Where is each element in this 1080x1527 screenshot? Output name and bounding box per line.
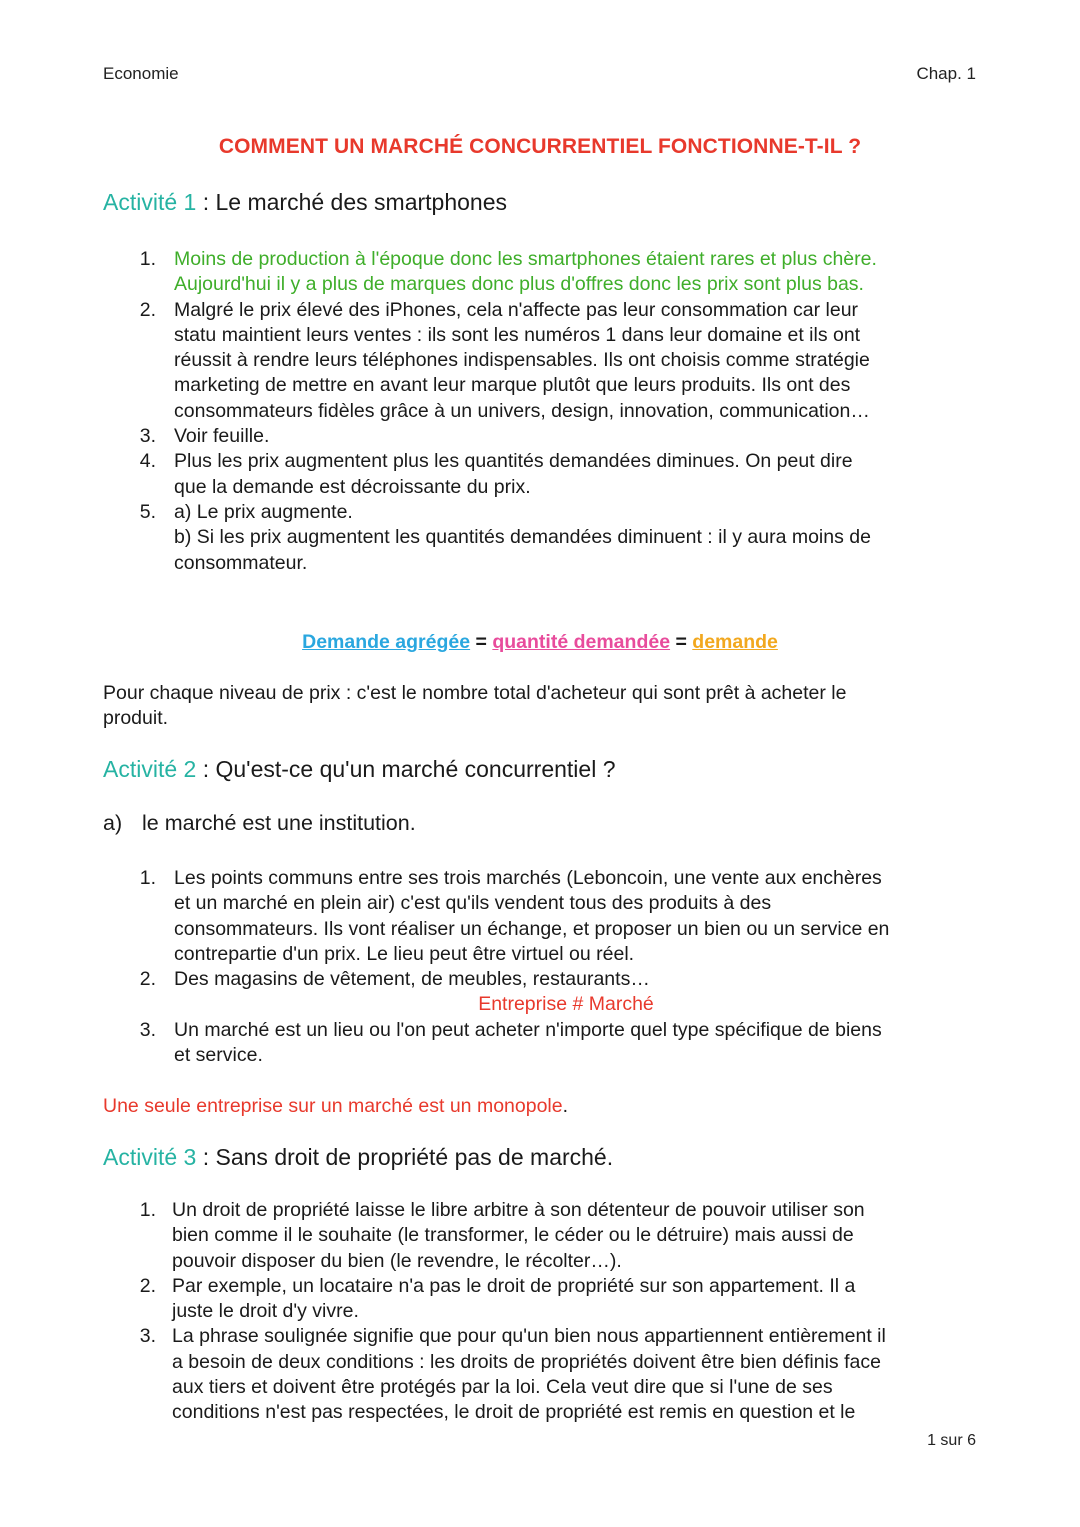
definition-term-quantity-demanded: quantité demandée bbox=[492, 631, 671, 653]
item-line: Par exemple, un locataire n'a pas le droit de propriété sur son appartement. Il a bbox=[172, 1274, 856, 1297]
item-line: juste le droit d'y vivre. bbox=[172, 1300, 359, 1323]
equals-sign: = bbox=[670, 631, 693, 653]
activity-3-separator: : bbox=[196, 1144, 216, 1170]
page-number: 1 sur 6 bbox=[927, 1432, 976, 1449]
item-line: consommateurs fidèles grâce à un univers, design, innovation, communication… bbox=[174, 399, 870, 422]
item-line: que la demande est décroissante du prix. bbox=[174, 475, 531, 498]
activity-2-list bbox=[136, 866, 996, 1068]
subsection-letter: a) bbox=[103, 811, 123, 835]
item-line: pouvoir disposer du bien (le revendre, le récolter…). bbox=[172, 1249, 622, 1272]
equals-sign: = bbox=[470, 631, 493, 653]
item-line: statu maintient leurs ventes : ils sont les numéros 1 dans leur domaine et ils ont bbox=[174, 323, 861, 346]
definition-paragraph bbox=[103, 681, 983, 732]
paragraph-line: Pour chaque niveau de prix : c'est le nombre total d'acheteur qui sont prêt à acheter le bbox=[103, 682, 847, 704]
list-item bbox=[136, 298, 996, 424]
activity-2-text: Qu'est-ce qu'un marché concurrentiel ? bbox=[215, 756, 616, 782]
item-line: b) Si les prix augmentent les quantités demandées diminuent : il y aura moins de bbox=[174, 526, 871, 549]
item-number: 3 . bbox=[136, 1324, 156, 1349]
definition-equation bbox=[0, 631, 1080, 654]
item-line: marketing de mettre en avant leur marque plutôt que leurs produits. Ils ont des bbox=[174, 374, 851, 397]
definition-term-demand: demande bbox=[692, 631, 778, 653]
item-line: Un marché est un lieu ou l'on peut acheter n'importe quel type spécifique de biens bbox=[174, 1018, 882, 1041]
item-line: Les points communs entre ses trois marchés (Leboncoin, une vente aux enchères bbox=[174, 867, 882, 889]
list-item bbox=[136, 247, 996, 298]
item-line: réussit à rendre leurs téléphones indispensables. Ils ont choisis comme stratégie bbox=[174, 349, 870, 372]
item-number: 1 . bbox=[136, 1198, 156, 1223]
item-number: 1 . bbox=[136, 247, 156, 272]
item-line: conditions n'est pas respectées, le droit de propriété est remis en question et le bbox=[172, 1401, 856, 1424]
header-subject: Economie bbox=[103, 64, 179, 83]
list-item bbox=[136, 1198, 996, 1274]
activity-3-text: Sans droit de propriété pas de marché. bbox=[215, 1144, 614, 1170]
activity-3-heading bbox=[103, 1144, 613, 1171]
activity-1-separator: : bbox=[196, 189, 216, 215]
list-item bbox=[136, 967, 996, 1018]
subsection-text: le marché est une institution. bbox=[142, 811, 416, 835]
subsection-a bbox=[103, 811, 416, 836]
activity-1-heading bbox=[103, 189, 507, 216]
paragraph-line: produit. bbox=[103, 707, 169, 730]
list-item bbox=[136, 1018, 996, 1069]
item-number: 3 . bbox=[136, 424, 156, 449]
item-number: 2 . bbox=[136, 1274, 156, 1299]
item-line: et service. bbox=[174, 1044, 263, 1067]
item-line: consommateur. bbox=[174, 551, 308, 574]
header-chapter: Chap. 1 bbox=[916, 64, 976, 83]
item-line: a besoin de deux conditions : les droits de propriétés doivent être bien définis face bbox=[172, 1350, 881, 1373]
item-line: Voir feuille. bbox=[174, 425, 270, 448]
activity-3-list bbox=[136, 1198, 996, 1426]
item-number: 4 . bbox=[136, 449, 156, 474]
monopole-statement bbox=[103, 1094, 983, 1119]
item-line: Plus les prix augmentent plus les quantités demandées diminues. On peut dire bbox=[174, 450, 853, 473]
item-number: 2 . bbox=[136, 298, 156, 323]
activity-2-separator: : bbox=[196, 756, 216, 782]
item-line: Moins de production à l'époque donc les smartphones étaient rares et plus chère. bbox=[174, 248, 877, 270]
list-item bbox=[136, 500, 996, 576]
list-item bbox=[136, 1274, 996, 1325]
list-item bbox=[136, 449, 996, 500]
item-number: 2 . bbox=[136, 967, 156, 992]
item-line: Aujourd'hui il y a plus de marques donc plus d'offres donc les prix sont plus bas. bbox=[174, 273, 864, 296]
activity-1-label: Activité 1 bbox=[103, 189, 197, 215]
item-number: 5 . bbox=[136, 500, 156, 525]
item-line: a) Le prix augmente. bbox=[174, 500, 353, 523]
item-line: bien comme il le souhaite (le transformer, le céder ou le détruire) mais aussi de bbox=[172, 1224, 854, 1247]
item-line: Malgré le prix élevé des iPhones, cela n'affecte pas leur consommation car leur bbox=[174, 298, 859, 321]
activity-1-text: Le marché des smartphones bbox=[215, 189, 507, 215]
monopole-text: Une seule entreprise sur un marché est un monopole bbox=[103, 1095, 563, 1117]
item-line: aux tiers et doivent être protégés par la loi. Cela veut dire que si l'une de ses bbox=[172, 1376, 833, 1399]
list-item bbox=[136, 866, 996, 967]
item-line: consommateurs. Ils vont réaliser un échange, et proposer un bien ou un service en bbox=[174, 917, 890, 940]
list-item bbox=[136, 424, 996, 449]
monopole-period: . bbox=[562, 1095, 569, 1117]
item-line: et un marché en plein air) c'est qu'ils vendent tous des produits à des bbox=[174, 892, 772, 915]
activity-2-heading bbox=[103, 756, 615, 783]
definition-term-aggregated-demand: Demande agrégée bbox=[302, 631, 471, 653]
list-item bbox=[136, 1324, 996, 1425]
item-number: 3 . bbox=[136, 1018, 156, 1043]
page-title: COMMENT UN MARCHÉ CONCURRENTIEL FONCTIONNE-T-IL ? bbox=[218, 135, 862, 158]
activity-1-list bbox=[136, 247, 996, 576]
item-line: Des magasins de vêtement, de meubles, restaurants… bbox=[174, 968, 650, 991]
item-line: Un droit de propriété laisse le libre arbitre à son détenteur de pouvoir utiliser son bbox=[172, 1199, 865, 1221]
item-line: La phrase soulignée signifie que pour qu'un bien nous appartiennent entièrement il bbox=[172, 1325, 886, 1348]
item-line: contrepartie d'un prix. Le lieu peut être virtuel ou réel. bbox=[174, 942, 635, 965]
entreprise-vs-marche-note: Entreprise # Marché bbox=[478, 993, 654, 1016]
item-number: 1 . bbox=[136, 866, 156, 891]
activity-3-label: Activité 3 bbox=[103, 1144, 197, 1170]
activity-2-label: Activité 2 bbox=[103, 756, 197, 782]
